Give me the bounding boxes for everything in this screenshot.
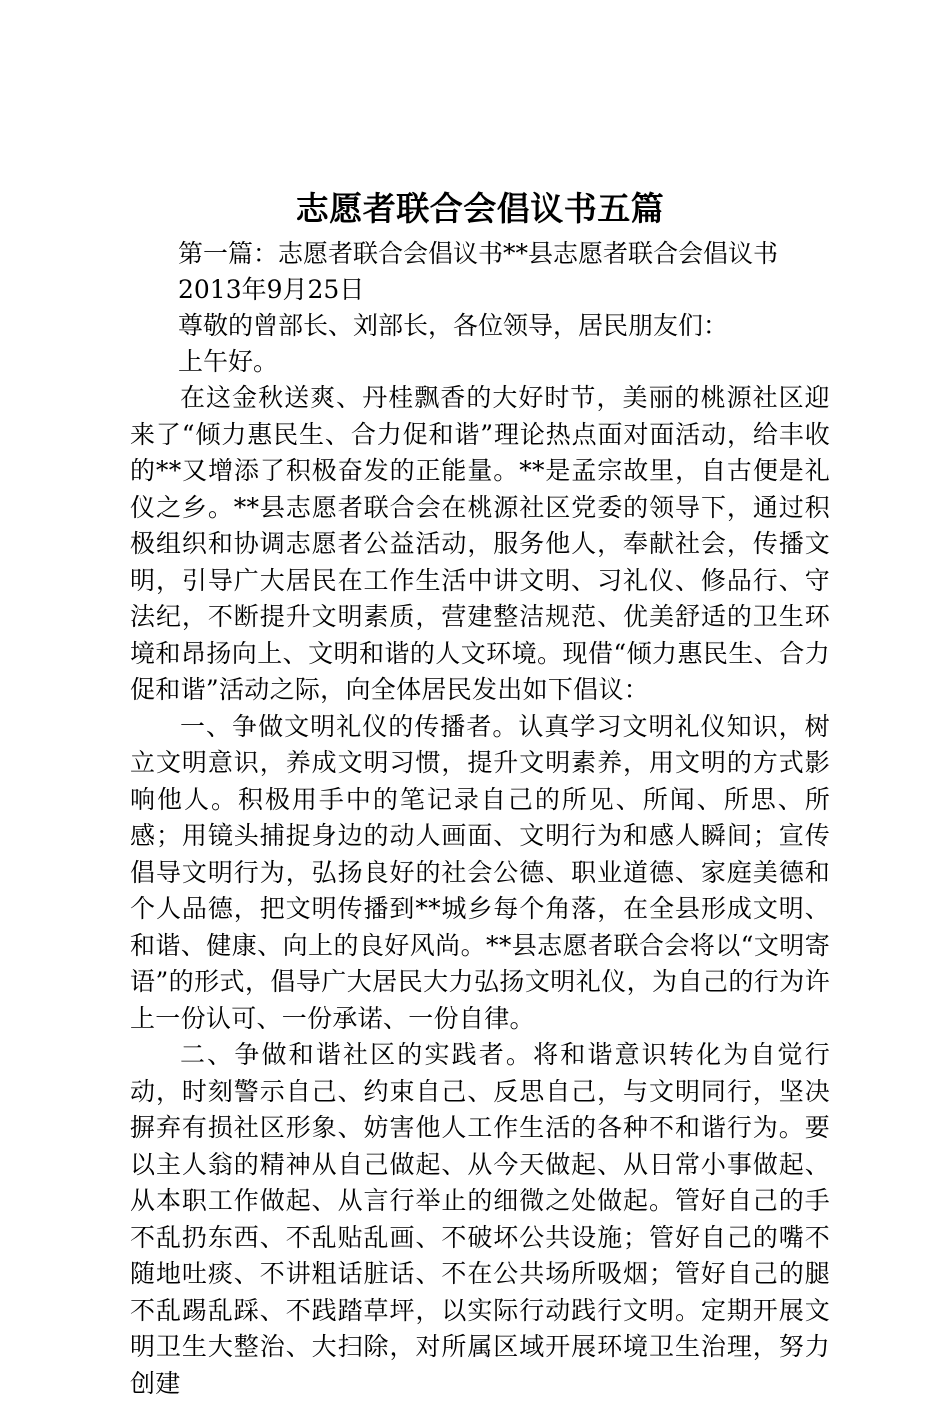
document-subtitle: 第一篇：志愿者联合会倡议书**县志愿者联合会倡议书: [178, 239, 779, 268]
document-date: 2013年9月25日: [178, 275, 365, 304]
body-paragraph-1: 一、争做文明礼仪的传播者。认真学习文明礼仪知识，树立文明意识，养成文明习惯，提升文明素养，用文明的方式影响他人。积极用手中的笔记录自己的所见、所闻、所思、所感；用镜头捕捉身边的动人画面、文明行为和感人瞬间；宣传倡导文明行为，弘扬良好的社会公德、职业道德、家庭美德和个人品德，把文明传播到**城乡每个角落，在全县形成文明、和谐、健康、向上的良好风尚。**县志愿者联合会将以“文明寄语”的形式，倡导广大居民大力弘扬文明礼仪，为自己的行为许上一份认可、一份承诺、一份自律。: [130, 711, 830, 1033]
greeting: 上午好。: [178, 347, 279, 376]
body-paragraph-intro: 在这金秋送爽、丹桂飘香的大好时节，美丽的桃源社区迎来了“倾力惠民生、合力促和谐”理论热点面对面活动，给丰收的**又增添了积极奋发的正能量。**是孟宗故里，自古便是礼仪之乡。**县志愿者联合会在桃源社区党委的领导下，通过积极组织和协调志愿者公益活动，服务他人，奉献社会，传播文明，引导广大居民在工作生活中讲文明、习礼仪、修品行、守法纪，不断提升文明素质，营建整洁规范、优美舒适的卫生环境和昂扬向上、文明和谐的人文环境。现借“倾力惠民生、合力促和谐”活动之际，向全体居民发出如下倡议：: [130, 383, 830, 704]
body-paragraph-2: 二、争做和谐社区的实践者。将和谐意识转化为自觉行动，时刻警示自己、约束自己、反思自己，与文明同行，坚决摒弃有损社区形象、妨害他人工作生活的各种不和谐行为。要以主人翁的精神从自己做起、从今天做起、从日常小事做起、从本职工作做起、从言行举止的细微之处做起。管好自己的手不乱扔东西、不乱贴乱画、不破坏公共设施；管好自己的嘴不随地吐痰、不讲粗话脏话、不在公共场所吸烟；管好自己的腿不乱踢乱踩、不践踏草坪，以实际行动践行文明。定期开展文明卫生大整治、大扫除，对所属区域开展环境卫生治理，努力创建: [130, 1040, 830, 1398]
document-title: 志愿者联合会倡议书五篇: [295, 189, 665, 228]
document-page: [130, 186, 830, 1402]
salutation: 尊敬的曾部长、刘部长，各位领导，居民朋友们：: [178, 311, 729, 340]
